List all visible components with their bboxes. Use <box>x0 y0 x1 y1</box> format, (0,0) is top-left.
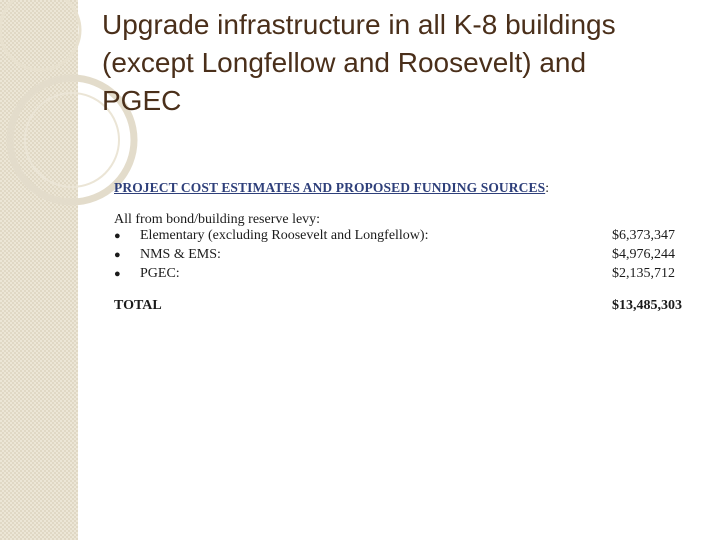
cost-estimate-table <box>114 180 684 314</box>
item-label: NMS & EMS: <box>140 247 221 262</box>
slide-title: Upgrade infrastructure in all K-8 buildings (except Longfellow and Roosevelt) and PGEC <box>102 9 616 116</box>
table-row <box>114 228 684 247</box>
table-heading <box>114 180 684 196</box>
heading-text: PROJECT COST ESTIMATES AND PROPOSED FUNDING SOURCES <box>114 180 546 195</box>
total-row <box>114 298 684 314</box>
bullet-icon: ● <box>114 268 121 280</box>
total-label: TOTAL <box>114 298 162 313</box>
item-label: PGEC: <box>140 266 180 281</box>
funding-intro: All from bond/building reserve levy: <box>114 212 321 227</box>
table-row <box>114 247 684 266</box>
bullet-icon: ● <box>114 249 121 261</box>
item-label: Elementary (excluding Roosevelt and Longfellow): <box>140 228 429 243</box>
item-amount: $2,135,712 <box>612 266 675 281</box>
bullet-icon: ● <box>114 230 121 242</box>
table-row <box>114 266 684 285</box>
total-amount: $13,485,303 <box>612 298 682 313</box>
item-amount: $6,373,347 <box>612 228 675 243</box>
heading-suffix: : <box>545 180 550 195</box>
item-amount: $4,976,244 <box>612 247 675 262</box>
